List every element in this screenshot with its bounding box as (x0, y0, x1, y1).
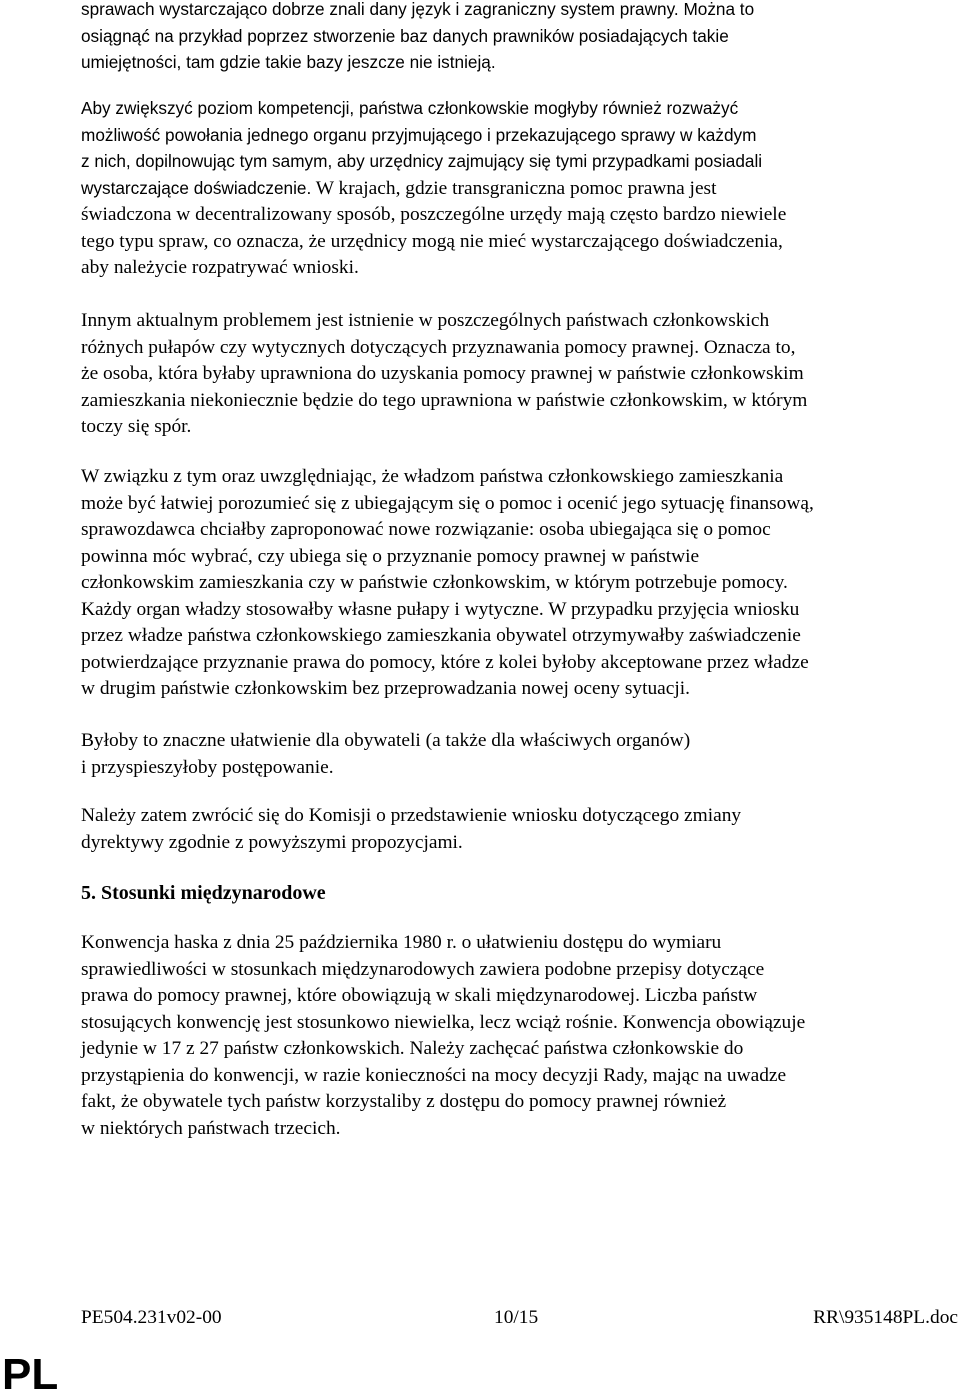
paragraph-5 (81, 803, 921, 856)
footer-page-number: 10/15 (494, 1307, 539, 1328)
paragraph-line: stosujących konwencję jest stosunkowo niewielka, lecz wciąż rośnie. Konwencja obowiązuje (81, 1011, 806, 1033)
paragraph-line: może być łatwiej porozumieć się z ubiegającym się o pomoc i ocenić jego sytuację finansową, (81, 492, 814, 514)
paragraph-line: sprawiedliwości w stosunkach międzynarodowych zawiera podobne przepisy dotyczące (81, 958, 765, 980)
footer-file-ref: RR\935148PL.doc (813, 1307, 958, 1328)
paragraph-line: fakt, że obywatele tych państw korzystaliby z dostępu do pomocy prawnej również (81, 1091, 727, 1112)
paragraph-line: zamieszkania niekoniecznie będzie do tego uprawniona w państwie członkowskim, w którym (81, 389, 808, 411)
paragraph-line: z nich, dopilnowując tym samym, aby urzędnicy zajmujący się tymi przypadkami posiadali (81, 151, 763, 171)
paragraph-line: powinna móc wybrać, czy ubiega się o przyznanie pomocy prawnej w państwie (81, 545, 700, 567)
paragraph-6 (81, 930, 951, 1142)
paragraph-line: jedynie w 17 z 27 państw członkowskich. Należy zachęcać państwa członkowskie do (81, 1038, 744, 1059)
paragraph-line: tego typu spraw, co oznacza, że urzędnicy mogą nie mieć wystarczającego doświadczenia, (81, 230, 783, 252)
section-heading: 5. Stosunki międzynarodowe (81, 882, 326, 904)
paragraph-line: w niektórych państwach trzecich. (81, 1117, 341, 1139)
paragraph-3 (81, 464, 941, 703)
paragraph-0 (81, 0, 921, 76)
paragraph-line (81, 175, 921, 203)
paragraph-line: prawa do pomocy prawnej, które obowiązują w skali międzynarodowej. Liczba państw (81, 985, 758, 1006)
paragraph-2 (81, 308, 921, 441)
paragraph-line: Aby zwiększyć poziom kompetencji, państwa członkowskie mogłyby również rozważyć (81, 98, 739, 118)
paragraph-line-part: W krajach, gdzie transgraniczna pomoc prawna jest (311, 177, 717, 199)
paragraph-line: umiejętności, tam gdzie takie bazy jeszcze nie istnieją. (81, 52, 496, 72)
paragraph-line: przystąpienia do konwencji, w razie konieczności na mocy decyzji Rady, mając na uwadze (81, 1064, 787, 1086)
paragraph-1 (81, 95, 921, 282)
paragraph-line: przez władze państwa członkowskiego zamieszkania obywatel otrzymywałby zaświadczenie (81, 625, 801, 646)
paragraph-line: Każdy organ władzy stosowałby własne pułapy i wytyczne. W przypadku przyjęcia wniosku (81, 598, 800, 620)
paragraph-line-part: wystarczające doświadczenie. (81, 177, 312, 198)
paragraph-line: sprawozdawca chciałby zaproponować nowe rozwiązanie: osoba ubiegająca się o pomoc (81, 519, 771, 540)
paragraph-4 (81, 728, 921, 781)
paragraph-line: dyrektywy zgodnie z powyższymi propozycjami. (81, 831, 463, 853)
paragraph-line: członkowskim zamieszkania czy w państwie członkowskim, w którym potrzebuje pomocy. (81, 572, 788, 593)
paragraph-line: w drugim państwie członkowskim bez przeprowadzania nowej oceny sytuacji. (81, 678, 690, 699)
paragraph-line: aby należycie rozpatrywać wnioski. (81, 257, 359, 278)
page-footer (81, 1305, 958, 1331)
language-code: PL (2, 1350, 59, 1399)
paragraph-line: i przyspieszyłoby postępowanie. (81, 756, 334, 778)
footer-doc-ref: PE504.231v02-00 (81, 1307, 222, 1328)
paragraph-line: potwierdzające przyznanie prawa do pomocy, które z kolei byłoby akceptowane przez władze (81, 651, 809, 673)
paragraph-line: świadczona w decentralizowany sposób, poszczególne urzędy mają często bardzo niewiele (81, 204, 787, 225)
paragraph-line: osiągnąć na przykład poprzez stworzenie baz danych prawników posiadających takie (81, 25, 729, 46)
paragraph-line: Konwencja haska z dnia 25 października 1980 r. o ułatwieniu dostępu do wymiaru (81, 932, 722, 953)
paragraph-line: sprawach wystarczająco dobrze znali dany język i zagraniczny system prawny. Można to (81, 0, 755, 19)
paragraph-line: że osoba, która byłaby uprawniona do uzyskania pomocy prawnej w państwie członkowskim (81, 363, 804, 384)
paragraph-line: różnych pułapów czy wytycznych dotyczących przyznawania pomocy prawnej. Oznacza to, (81, 336, 796, 358)
paragraph-line: toczy się spór. (81, 416, 192, 437)
paragraph-line: Innym aktualnym problemem jest istnienie w poszczególnych państwach członkowskich (81, 310, 770, 331)
paragraph-line: Należy zatem zwrócić się do Komisji o przedstawienie wniosku dotyczącego zmiany (81, 805, 742, 826)
paragraph-line: możliwość powołania jednego organu przyjmującego i przekazującego sprawy w każdym (81, 124, 757, 145)
paragraph-line: W związku z tym oraz uwzględniając, że władzom państwa członkowskiego zamieszkania (81, 466, 784, 487)
paragraph-line: Byłoby to znaczne ułatwienie dla obywateli (a także dla właściwych organów) (81, 730, 691, 751)
